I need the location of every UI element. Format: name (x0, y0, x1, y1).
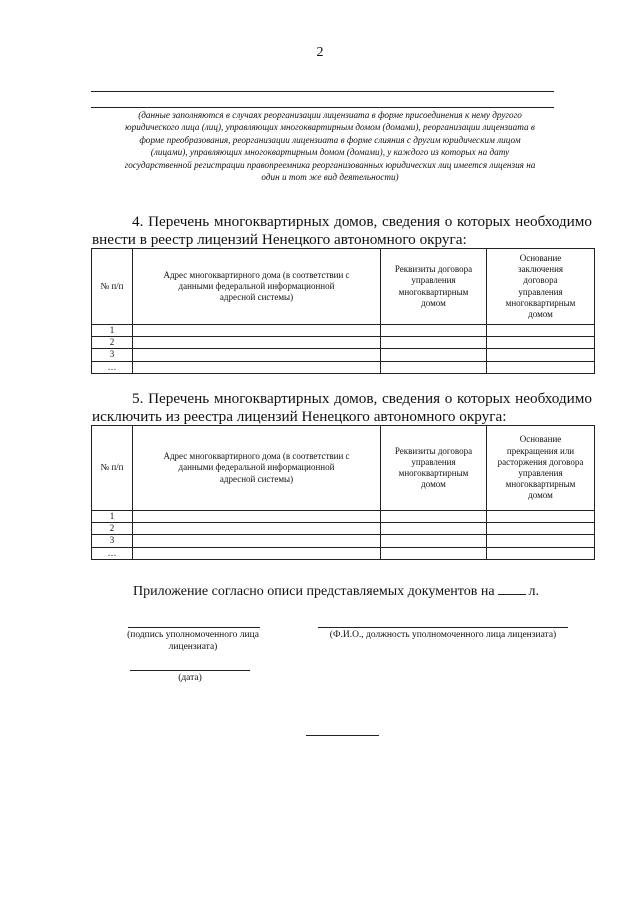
table-row (92, 361, 595, 373)
address-cell[interactable] (133, 361, 381, 373)
header-basis: Основание заключения договора управления многоквартирным домом (487, 249, 595, 325)
section-5-table (91, 425, 595, 560)
basis-cell[interactable] (487, 325, 595, 337)
table-row (92, 511, 595, 523)
section-4-heading (92, 213, 592, 249)
contract-cell[interactable] (381, 325, 487, 337)
header-num: № п/п (92, 249, 133, 325)
contract-cell[interactable] (381, 523, 487, 535)
fill-line-1 (91, 91, 554, 92)
contract-cell[interactable] (381, 349, 487, 361)
appendix-line (133, 582, 593, 600)
fio-caption: (Ф.И.О., должность уполномоченного лица лицензиата) (329, 630, 557, 640)
table-header-row (92, 426, 595, 511)
row-number: 3 (92, 535, 133, 547)
fill-line-2 (91, 107, 554, 108)
table-row (92, 547, 595, 559)
table-row (92, 535, 595, 547)
section-5-heading-line-1: 5. Перечень многоквартирных домов, сведения о которых необходимо (132, 390, 592, 407)
reorganization-note: (данные заполняются в случаях реорганизации лицензиата в форме присоединения к нему другого юридического лица (лиц), управляющих многоквартирным домом (домами), реорганизации лицензиата в форме преобразования, реорганизации лицензиата в форме слияния с другим юридическим лицом (лицами), управляющих многоквартирным домом (домами), у каждого из которых на дату государственной регистрации правопреемника реорганизованных юридических лиц имеется лицензия на один и тот же вид деятельности) (124, 110, 536, 183)
contract-cell[interactable] (381, 535, 487, 547)
basis-cell[interactable] (487, 511, 595, 523)
date-caption: (дата) (178, 673, 202, 683)
appendix-text: Приложение согласно описи представляемых документов на (133, 584, 495, 599)
fio-line (318, 627, 568, 628)
table-row (92, 349, 595, 361)
basis-cell[interactable] (487, 349, 595, 361)
row-number: 2 (92, 523, 133, 535)
basis-cell[interactable] (487, 337, 595, 349)
address-cell[interactable] (133, 535, 381, 547)
section-5-heading-line-2: исключить из реестра лицензий Ненецкого автономного округа: (92, 408, 507, 425)
contract-cell[interactable] (381, 511, 487, 523)
header-address: Адрес многоквартирного дома (в соответствии с данными федеральной информационной адресной системы) (133, 249, 381, 325)
header-num: № п/п (92, 426, 133, 511)
row-number: 3 (92, 349, 133, 361)
basis-cell[interactable] (487, 535, 595, 547)
row-number: … (92, 361, 133, 373)
page-number: 2 (316, 45, 324, 60)
contract-cell[interactable] (381, 361, 487, 373)
row-number: … (92, 547, 133, 559)
address-cell[interactable] (133, 349, 381, 361)
basis-cell[interactable] (487, 547, 595, 559)
header-contract: Реквизиты договора управления многоквартирным домом (381, 426, 487, 511)
address-cell[interactable] (133, 511, 381, 523)
signature-line (128, 627, 260, 628)
section-5-heading (92, 390, 592, 426)
table-row (92, 523, 595, 535)
basis-cell[interactable] (487, 523, 595, 535)
table-row (92, 337, 595, 349)
header-contract: Реквизиты договора управления многоквартирным домом (381, 249, 487, 325)
header-address: Адрес многоквартирного дома (в соответствии с данными федеральной информационной адресной системы) (133, 426, 381, 511)
table-header-row (92, 249, 595, 325)
header-basis: Основание прекращения или расторжения договора управления многоквартирным домом (487, 426, 595, 511)
closing-separator (306, 735, 379, 736)
signature-caption: (подпись уполномоченного лица лицензиата) (127, 630, 259, 652)
contract-cell[interactable] (381, 337, 487, 349)
contract-cell[interactable] (381, 547, 487, 559)
section-4-heading-line-1: 4. Перечень многоквартирных домов, сведения о которых необходимо (132, 213, 592, 230)
address-cell[interactable] (133, 523, 381, 535)
section-4-heading-line-2: внести в реестр лицензий Ненецкого автономного округа: (92, 231, 467, 248)
row-number: 1 (92, 325, 133, 337)
page-count-blank[interactable] (498, 582, 526, 595)
address-cell[interactable] (133, 325, 381, 337)
address-cell[interactable] (133, 337, 381, 349)
appendix-suffix: л. (528, 584, 540, 599)
basis-cell[interactable] (487, 361, 595, 373)
row-number: 2 (92, 337, 133, 349)
address-cell[interactable] (133, 547, 381, 559)
section-4-table (91, 248, 595, 374)
date-line (130, 670, 250, 671)
table-row (92, 325, 595, 337)
row-number: 1 (92, 511, 133, 523)
